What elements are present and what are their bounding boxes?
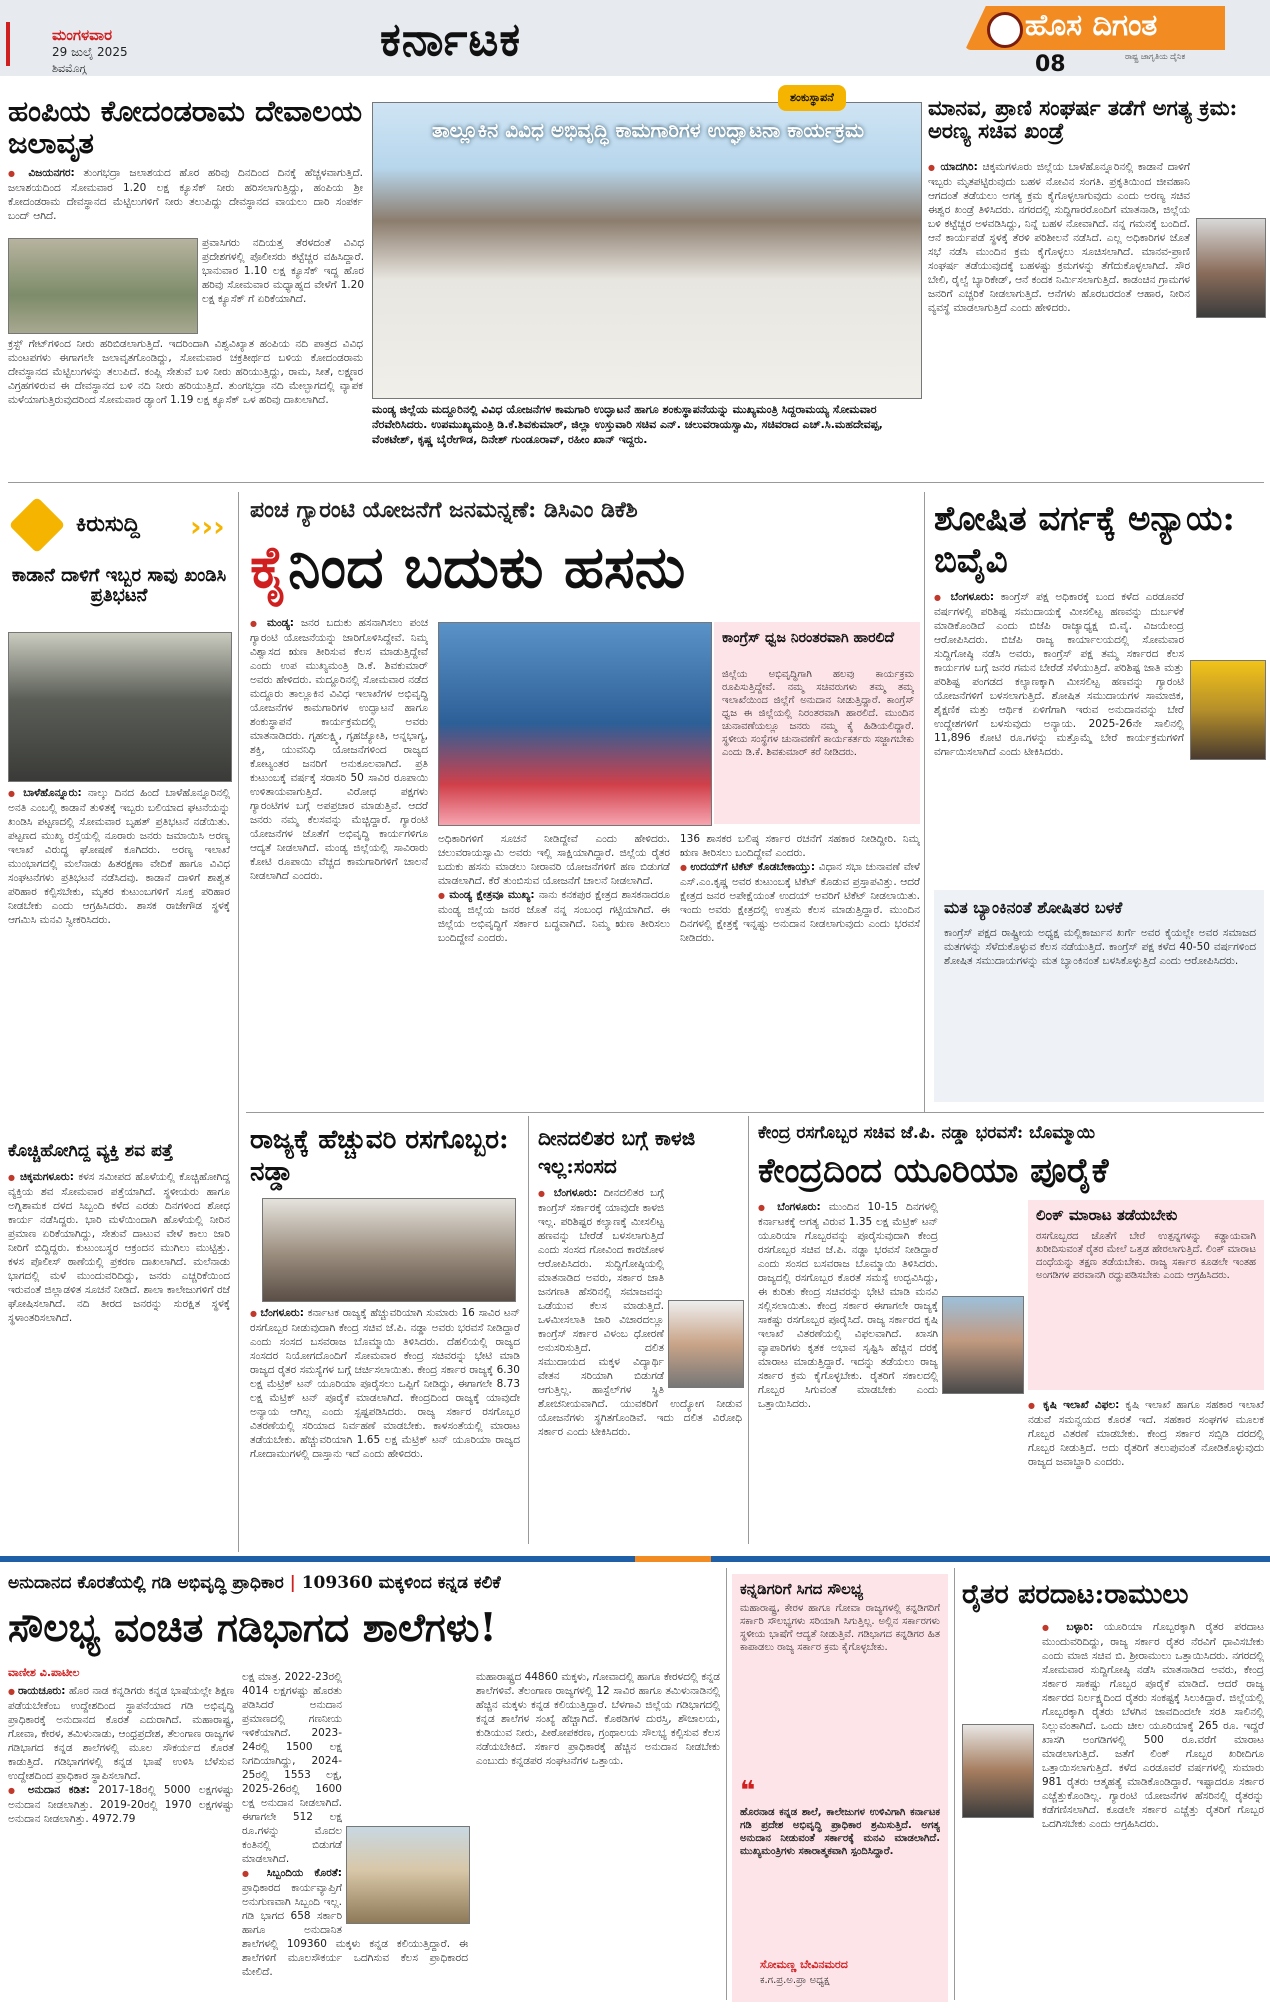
story4-dateline: ● ಬೆಂಗಳೂರು: [250, 1307, 304, 1319]
story5-headline: ದೀನದಲಿತರ ಬಗ್ಗೆ ಕಾಳಜಿ ಇಲ್ಲ:ಸಂಸದ [538, 1126, 696, 1178]
masthead-day: ಮಂಗಳವಾರ [52, 26, 113, 44]
story2-dateline: ● ಯಾದಗಿರಿ: [928, 161, 978, 173]
story6-body2: ಕೃಷಿ ಇಲಾಖೆ ಹಾಗೂ ಸಹಕಾರ ಇಲಾಖೆ ನಡುವೆ ಸಮನ್ವಯದ ಕೊರತೆ ಇದೆ. ಸಹಕಾರ ಸಂಘಗಳ ಮೂಲಕ ಗೊಬ್ಬರ ವಿತರಣೆ ಮಾಡಬೇಕು. ಕೇಂದ್ರ ಸರ್ಕಾರ ಸಬ್ಸಿಡಿ ದರದಲ್ಲಿ ಗೊಬ್ಬರ ನೀಡುತ್ತಿದೆ. ಅದು ರೈತರಿಗೆ ತಲುಪುವಂತೆ ನೋಡಿಕೊಳ್ಳುವುದು ರಾಜ್ಯದ ಜವಾಬ್ದಾರಿ ಎಂದರು. [1028, 1399, 1264, 1468]
story8-body-right: ಮಹಾರಾಷ್ಟ್ರದ 44860 ಮಕ್ಕಳು, ಗೋವಾದಲ್ಲಿ ಹಾಗೂ ಕೇರಳದಲ್ಲಿ ಕನ್ನಡ ಶಾಲೆಗಳಿವೆ. ತೆಲಂಗಾಣ ರಾಜ್ಯಗಳಲ್ಲಿ 12 ಸಾವಿರ ಹಾಗೂ ತಮಿಳುನಾಡಿನಲ್ಲಿ ಹೆಚ್ಚಿನ ಮಕ್ಕಳು ಕನ್ನಡ ಕಲಿಯುತ್ತಿದ್ದಾರೆ. ಬೆಳಗಾವಿ ಜಿಲ್ಲೆಯ ಗಡಿಭಾಗದಲ್ಲಿ ಕನ್ನಡ ಶಾಲೆಗಳ ಸಂಖ್ಯೆ ಹೆಚ್ಚಾಗಿದೆ. ಕೊಠಡಿಗಳ ದುರಸ್ತಿ, ಶೌಚಾಲಯ, ಕುಡಿಯುವ ನೀರು, ಪೀಠೋಪಕರಣ, ಗ್ರಂಥಾಲಯ ಸೌಲಭ್ಯ ಕಲ್ಪಿಸುವ ಕೆಲಸ ನಡೆಯಬೇಕಿದೆ. ಸರ್ಕಾರ ಪ್ರಾಧಿಕಾರಕ್ಕೆ ಹೆಚ್ಚಿನ ಅನುದಾನ ನೀಡಬೇಕು ಎಂಬುದು ಕನ್ನಡಪರ ಸಂಘಟನೆಗಳ ಒತ್ತಾಯ. [476, 1671, 720, 1767]
story2-body-text: ಚಿಕ್ಕಮಗಳೂರು ಜಿಲ್ಲೆಯ ಬಾಳೆಹೊನ್ನೂರಿನಲ್ಲಿ ಕಾಡಾನೆ ದಾಳಿಗೆ ಇಬ್ಬರು ಮೃತಪಟ್ಟಿರುವುದು ಬಹಳ ನೋವಿನ ಸಂಗತಿ. ಪ್ರಕೃತಿಯಿಂದ ಜೀವಹಾನಿ ಆಗದಂತೆ ತಡೆಯಲು ಅಗತ್ಯ ಕ್ರಮ ಕೈಗೊಳ್ಳಲಾಗುವುದು ಎಂದು ಅರಣ್ಯ ಸಚಿವ ಈಶ್ವರ ಖಂಡ್ರೆ ತಿಳಿಸಿದರು. ನಗರದಲ್ಲಿ ಸುದ್ದಿಗಾರರೊಂದಿಗೆ ಮಾತನಾಡಿ, ಜಿಲ್ಲೆಯ ಬಳಿ ಕಟ್ಟೆಚ್ಚರ ಅಳವಡಿಸಿದ್ದು, ನಿನ್ನೆ ಬಹಳ ನೋವಾಗಿದೆ. ನನ್ನ ಗಮನಕ್ಕೆ ಬಂದಿದೆ. ಆನೆ ಕಾರ್ಯಪಡೆ ಸ್ಥಳಕ್ಕೆ ತೆರಳಿ ಪರಿಶೀಲನೆ ನಡೆಸಿದೆ. ಎಲ್ಲ ಅಧಿಕಾರಿಗಳ ಜೊತೆ ಸಭೆ ನಡೆಸಿ ಮುಂದಿನ ಕ್ರಮ ಕೈಗೊಳ್ಳಲು ಸೂಚಿಸಲಾಗಿದೆ. ಮಾನವ-ಪ್ರಾಣಿ ಸಂಘರ್ಷ ತಡೆಯುವುದಕ್ಕೆ ಬಹಳಷ್ಟು ಕ್ರಮಗಳನ್ನು ತೆಗೆದುಕೊಳ್ಳಲಾಗಿದೆ. ಸೌರ ಬೇಲಿ, ರೈಲ್ವೆ ಬ್ಯಾರಿಕೇಡ್, ಆನೆ ಕಂದಕ ನಿರ್ಮಿಸಲಾಗುತ್ತಿದೆ. ಕಾಡಂಚಿನ ಗ್ರಾಮಗಳ ಜನರಿಗೆ ಎಚ್ಚರಿಕೆ ನೀಡಲಾಗುತ್ತಿದೆ. ಆನೆಗಳು ಹೊರಬರದಂತೆ ಆಹಾರ, ನೀರಿನ ವ್ಯವಸ್ಥೆ ಮಾಡಲಾಗುತ್ತಿದೆ ಎಂದು ಹೇಳಿದರು. [928, 161, 1190, 314]
story6-body-sub: ● ಕೃಷಿ ಇಲಾಖೆ ವಿಫಲ: [1028, 1399, 1119, 1411]
lead-kicker: ಪಂಚ ಗ್ಯಾರಂಟಿ ಯೋಜನೆಗೆ ಜನಮನ್ನಣೆ: ಡಿಸಿಎಂ ಡಿಕೆಶಿ [250, 497, 638, 523]
story8-byline: ವಾಣೀಶ ವಿ.ಪಾಟೀಲ [8, 1666, 80, 1679]
lead-body-right-text: 136 ಶಾಸಕರ ಬಲಿಷ್ಠ ಸರ್ಕಾರ ರಚನೆಗೆ ಸಹಕಾರ ನೀಡಿದ್ದೀರಿ. ನಿಮ್ಮ ಋಣ ತೀರಿಸಲು ಬಂದಿದ್ದೇವೆ ಎಂದರು. [680, 833, 920, 859]
story9-dateline: ● ಬಳ್ಳಾರಿ: [1042, 1621, 1093, 1633]
kiru-label: ಕಿರುಸುದ್ದಿ [76, 512, 140, 537]
story8-body [8, 1684, 234, 1996]
story8-body-mid-text: ಲಕ್ಷ ಮಾತ್ರ. 2022-23ರಲ್ಲಿ 4014 ಲಕ್ಷಗಳಷ್ಟು ಹೊರತು ಪಡಿಸಿದರೆ ಅನುದಾನ ಪ್ರಮಾಣದಲ್ಲಿ ಗಣನೀಯ ಇಳಿಕೆಯಾಗಿದೆ. 2023-24ರಲ್ಲಿ 1500 ಲಕ್ಷ ನಿಗದಿಯಾಗಿದ್ದು, 2024-25ರಲ್ಲಿ 1553 ಲಕ್ಷ, 2025-26ರಲ್ಲಿ 1600 ಲಕ್ಷ ಅನುದಾನ ನೀಡಲಾಗಿದೆ. ಈಗಾಗಲೇ 512 ಲಕ್ಷ ರೂ.ಗಳನ್ನು ಮೊದಲ ಕಂತಿನಲ್ಲಿ ಬಿಡುಗಡೆ ಮಾಡಲಾಗಿದೆ. [242, 1671, 342, 1865]
lead-headline [250, 534, 920, 600]
masthead-date: 29 ಜುಲೈ 2025 [52, 45, 128, 59]
lead-body-right-sub: ● ಉದಯ್‌ಗೆ ಟಿಕೆಟ್ ಕೊಡಬೇಕಾಯ್ತು: [680, 861, 815, 873]
story1-body-bottom: ಕ್ರಸ್ಟ್ ಗೇಟ್‌ಗಳಿಂದ ನೀರು ಹರಿಬಿಡಲಾಗುತ್ತಿದೆ. ಇದರಿಂದಾಗಿ ವಿಶ್ವವಿಖ್ಯಾತ ಹಂಪಿಯ ನದಿ ಪಾತ್ರದ ವಿವಿಧ ಮಂಟಪಗಳು ಈಗಾಗಲೇ ಜಲಾವೃತಗೊಂಡಿದ್ದು, ಸೋಮವಾರ ಚಕ್ರತೀರ್ಥದ ಬಳಿಯ ಕೋದಂಡರಾಮ ದೇವಸ್ಥಾನದ ಮೆಟ್ಟಿಲುಗಳನ್ನು ತಲುಪಿದೆ. ಕಂಪ್ಲಿ ಸೇತುವೆ ಬಳಿ ನೀರು ಹರಿಯುತ್ತಿದ್ದು, ರಾಮ, ಸೀತೆ, ಲಕ್ಷ್ಮಣರ ವಿಗ್ರಹಗಳಿರುವ ಈ ದೇವಸ್ಥಾನದ ಬಳಿ ನದಿ ನೀರು ಹರಿಯುತ್ತಿದೆ. ತುಂಗಭದ್ರಾ ನದಿ ಮೇಲ್ಭಾಗದಲ್ಲಿ ವ್ಯಾಪಕ ಮಳೆಯಾಗುತ್ತಿರುವುದರಿಂದ ಸೋಮವಾರ ಡ್ಯಾಂಗೆ 1.19 ಲಕ್ಷ ಕ್ಯೂಸೆಕ್ ಒಳ ಹರಿವು ದಾಖಲಾಗಿದೆ. [8, 338, 363, 406]
story8-body2: 2017-18ರಲ್ಲಿ 5000 ಲಕ್ಷಗಳಷ್ಟು ಅನುದಾನ ನೀಡಲಾಗಿತ್ತು. 2019-20ರಲ್ಲಿ 1970 ಲಕ್ಷಗಳಷ್ಟು ಅನುದಾನ ನೀಡಲಾಗಿತ್ತು. 4972.79 [8, 1784, 234, 1825]
story7-headline: ಕೊಚ್ಚಿಹೋಗಿದ್ದ ವ್ಯಕ್ತಿ ಶವ ಪತ್ತೆ [8, 1141, 173, 1161]
kiru-headline: ಕಾಡಾನೆ ದಾಳಿಗೆ ಇಬ್ಬರ ಸಾವು ಖಂಡಿಸಿ ಪ್ರತಿಭಟನೆ [11, 565, 227, 606]
story8-headline: ಸೌಲಭ್ಯ ವಂಚಿತ ಗಡಿಭಾಗದ ಶಾಲೆಗಳು! [8, 1605, 497, 1651]
main-photo-banner: ತಾಲ್ಲೂಕಿನ ವಿವಿಧ ಅಭಿವೃದ್ಧಿ ಕಾಮಗಾರಿಗಳ ಉದ್ಘಾಟನಾ ಕಾರ್ಯಕ್ರಮ [432, 118, 864, 142]
story6-headline: ಕೇಂದ್ರದಿಂದ ಯೂರಿಯಾ ಪೂರೈಕೆ [758, 1151, 1109, 1191]
story4-meeting-photo [262, 1198, 516, 1302]
story8-body-text: ಹೊರ ನಾಡ ಕನ್ನಡಿಗರು ಕನ್ನಡ ಭಾಷೆಯಲ್ಲೇ ಶಿಕ್ಷಣ ಪಡೆಯಬೇಕೆಂಬ ಉದ್ದೇಶದಿಂದ ಸ್ಥಾಪನೆಯಾದ ಗಡಿ ಅಭಿವೃದ್ಧಿ ಪ್ರಾಧಿಕಾರಕ್ಕೆ ಅನುದಾನದ ಕೊರತೆ ಎದುರಾಗಿದೆ. ಮಹಾರಾಷ್ಟ್ರ, ಗೋವಾ, ಕೇರಳ, ತಮಿಳುನಾಡು, ಆಂಧ್ರಪ್ರದೇಶ, ತೆಲಂಗಾಣ ರಾಜ್ಯಗಳ ಗಡಿಭಾಗದ ಕನ್ನಡ ಶಾಲೆಗಳಲ್ಲಿ ಮೂಲ ಸೌಕರ್ಯದ ಕೊರತೆ ಕಾಡುತ್ತಿದೆ. ಗಡಿಭಾಗಗಳಲ್ಲಿ ಕನ್ನಡ ಭಾಷೆ ಉಳಿಸಿ ಬೆಳೆಸುವ ಉದ್ದೇಶದಿಂದ ಪ್ರಾಧಿಕಾರ ಸ್ಥಾಪಿಸಲಾಗಿದೆ. [8, 1685, 234, 1782]
story2-body [928, 160, 1264, 470]
story7-dateline: ● ಚಿಕ್ಕಮಗಳೂರು: [8, 1171, 74, 1183]
main-photo-tag: ಶಂಕುಸ್ಥಾಪನೆ [778, 85, 846, 111]
lead-body-mid-text: ಅಧಿಕಾರಿಗಳಿಗೆ ಸೂಚನೆ ನೀಡಿದ್ದೇವೆ ಎಂದು ಹೇಳಿದರು. ಚಲುವರಾಯಸ್ವಾಮಿ ಅವರು ಇಲ್ಲಿ ಸಾಕ್ಷಿಯಾಗಿದ್ದಾರೆ. ಜಿಲ್ಲೆಯ ರೈತರ ಬದುಕು ಹಸನು ಮಾಡಲು ನೀರಾವರಿ ಯೋಜನೆಗಳಿಗೆ ಹಣ ಬಿಡುಗಡೆ ಮಾಡಲಾಗಿದೆ. ಕೆರೆ ತುಂಬಿಸುವ ಯೋಜನೆಗೆ ಚಾಲನೆ ನೀಡಲಾಗಿದೆ. [438, 833, 670, 887]
story6-dateline: ● ಬೆಂಗಳೂರು: [758, 1201, 821, 1213]
lead-headline-rest: ನಿಂದ ಬದುಕು ಹಸನು [288, 533, 686, 601]
lead-body-right [680, 832, 920, 1128]
lead-body [250, 616, 428, 1128]
section-title: ಕರ್ನಾಟಕ [380, 12, 522, 66]
story6-body-text: ಮುಂದಿನ 10-15 ದಿನಗಳಲ್ಲಿ ಕರ್ನಾಟಕಕ್ಕೆ ಅಗತ್ಯ ವಿರುವ 1.35 ಲಕ್ಷ ಮೆಟ್ರಿಕ್ ಟನ್ ಯೂರಿಯಾ ಗೊಬ್ಬರವನ್ನು ಪೂರೈಸುವುದಾಗಿ ಕೇಂದ್ರ ರಸಗೊಬ್ಬರ ಸಚಿವ ಜೆ.ಪಿ. ನಡ್ಡಾ ಭರವಸೆ ನೀಡಿದ್ದಾರೆ ಎಂದು ಸಂಸದ ಬಸವರಾಜ ಬೊಮ್ಮಾಯಿ ತಿಳಿಸಿದರು. ರಾಜ್ಯದಲ್ಲಿ ರಸಗೊಬ್ಬರ ಕೊರತೆ ಸಮಸ್ಯೆ ಉದ್ಭವಿಸಿದ್ದು, ಈ ಕುರಿತು ಕೇಂದ್ರ ಸಚಿವರನ್ನು ಭೇಟಿ ಮಾಡಿ ಮನವಿ ಸಲ್ಲಿಸಲಾಯಿತು. ಕೇಂದ್ರ ಸರ್ಕಾರ ಈಗಾಗಲೇ ರಾಜ್ಯಕ್ಕೆ ಸಾಕಷ್ಟು ರಸಗೊಬ್ಬರ ಪೂರೈಸಿದೆ. ರಾಜ್ಯ ಸರ್ಕಾರದ ಕೃಷಿ ಇಲಾಖೆ ವಿತರಣೆಯಲ್ಲಿ ವಿಫಲವಾಗಿದೆ. ಖಾಸಗಿ ವ್ಯಾಪಾರಿಗಳು ಕೃತಕ ಅಭಾವ ಸೃಷ್ಟಿಸಿ ಹೆಚ್ಚಿನ ದರಕ್ಕೆ ಮಾರಾಟ ಮಾಡುತ್ತಿದ್ದಾರೆ. ಇದನ್ನು ತಡೆಯಲು ರಾಜ್ಯ ಸರ್ಕಾರ ಕ್ರಮ ಕೈಗೊಳ್ಳಬೇಕು. ರೈತರಿಗೆ ಸಕಾಲದಲ್ಲಿ ಗೊಬ್ಬರ ಸಿಗುವಂತೆ ಮಾಡಬೇಕು ಎಂದು ಒತ್ತಾಯಿಸಿದರು. [758, 1201, 938, 1410]
story3-dateline: ● ಬೆಂಗಳೂರು: [934, 591, 994, 603]
story3-box-head: ಮತ ಬ್ಯಾಂಕಿನಂತೆ ಶೋಷಿತರ ಬಳಕೆ [944, 898, 1123, 917]
story8-body-mid2: ಪ್ರಾಧಿಕಾರದ ಕಾರ್ಯವ್ಯಾಪ್ತಿಗೆ ಅನುಗುಣವಾಗಿ ಸಿಬ್ಬಂದಿ ಇಲ್ಲ. ಗಡಿ ಭಾಗದ 658 ಸರ್ಕಾರಿ ಹಾಗೂ ಅನುದಾನಿತ ಶಾಲೆಗಳಲ್ಲಿ 109360 ಮಕ್ಕಳು ಕನ್ನಡ ಕಲಿಯುತ್ತಿದ್ದಾರೆ. ಈ ಶಾಲೆಗಳಿಗೆ ಮೂಲಸೌಕರ್ಯ ಒದಗಿಸುವ ಕೆಲಸ ಪ್ರಾಧಿಕಾರದ ಮೇಲಿದೆ. [242, 1882, 468, 1978]
story4-body [250, 1306, 520, 1542]
lead-box-head: ಕಾಂಗ್ರೆಸ್ ಧ್ವಜ ನಿರಂತರವಾಗಿ ಹಾರಲಿದೆ [722, 630, 895, 646]
section-divider-strip [0, 1556, 1270, 1562]
story1-headline: ಹಂಪಿಯ ಕೋದಂಡರಾಮ ದೇವಾಲಯ ಜಲಾವೃತ [8, 94, 363, 160]
story1-body-right: ಪ್ರವಾಸಿಗರು ನದಿಯತ್ತ ತೆರಳದಂತೆ ವಿವಿಧ ಪ್ರದೇಶಗಳಲ್ಲಿ ಪೊಲೀಸರು ಕಟ್ಟೆಚ್ಚರ ವಹಿಸಿದ್ದಾರೆ. ಭಾನುವಾರ 1.10 ಲಕ್ಷ ಕ್ಯೂಸೆಕ್ ಇದ್ದ ಹೊರ ಹರಿವು ಸೋಮವಾರ ಮಧ್ಯಾಹ್ನದ ವೇಳೆಗೆ 1.20 ಲಕ್ಷ ಕ್ಯೂಸೆಕ್ ಗೆ ಏರಿಕೆಯಾಗಿದೆ. [202, 237, 364, 305]
story8-body-sub: ● ಅನುದಾನ ಕಡಿತ: [8, 1784, 90, 1796]
story6-body-continued [1028, 1398, 1264, 1542]
paper-name: ಹೊಸ ದಿಗಂತ [1025, 8, 1158, 43]
lead-body-mid-sub: ● ಮಂಡ್ಯ ಕ್ಷೇತ್ರವೂ ಮುಖ್ಯ: [438, 889, 535, 901]
lead-dkshi-photo [438, 622, 712, 826]
lead-box-body: ಜಿಲ್ಲೆಯ ಅಭಿವೃದ್ಧಿಗಾಗಿ ಹಲವು ಕಾರ್ಯಕ್ರಮ ರೂಪಿಸುತ್ತಿದ್ದೇವೆ. ನಮ್ಮ ಸಚಿವರುಗಳು ತಮ್ಮ ತಮ್ಮ ಇಲಾಖೆಯಿಂದ ಜಿಲ್ಲೆಗೆ ಅನುದಾನ ನೀಡುತ್ತಿದ್ದಾರೆ. ಕಾಂಗ್ರೆಸ್ ಧ್ವಜ ಈ ಜಿಲ್ಲೆಯಲ್ಲಿ ನಿರಂತರವಾಗಿ ಹಾರಲಿದೆ. ಮುಂದಿನ ಚುನಾವಣೆಯಲ್ಲೂ ಜನರು ನಮ್ಮ ಕೈ ಹಿಡಿಯಲಿದ್ದಾರೆ. ಸ್ಥಳೀಯ ಸಂಸ್ಥೆಗಳ ಚುನಾವಣೆಗೆ ಕಾರ್ಯಕರ್ತರು ಸಜ್ಜಾಗಬೇಕು ಎಂದು ಡಿ.ಕೆ. ಶಿವಕುಮಾರ್ ಕರೆ ನೀಡಿದರು. [722, 669, 914, 758]
kiru-label-box [8, 498, 230, 556]
story8-box-head: ಕನ್ನಡಿಗರಿಗೆ ಸಿಗದ ಸೌಲಭ್ಯ [740, 1580, 864, 1598]
page-number: 08 [1035, 52, 1066, 77]
story8-body-mid-sub: ● ಸಿಬ್ಬಂದಿಯ ಕೊರತೆ: [242, 1867, 342, 1879]
story8-kicker [8, 1574, 728, 1593]
story9-body [962, 1620, 1264, 1998]
main-event-photo [372, 102, 922, 399]
story6-box-body: ರಸಗೊಬ್ಬರದ ಜೊತೆಗೆ ಬೇರೆ ಉತ್ಪನ್ನಗಳನ್ನು ಕಡ್ಡಾಯವಾಗಿ ಖರೀದಿಸುವಂತೆ ರೈತರ ಮೇಲೆ ಒತ್ತಡ ಹೇರಲಾಗುತ್ತಿದೆ. ಲಿಂಕ್ ಮಾರಾಟ ದಂಧೆಯನ್ನು ತಕ್ಷಣ ತಡೆಯಬೇಕು. ರಾಜ್ಯ ಸರ್ಕಾರ ಕೂಡಲೇ ಇಂತಹ ಅಂಗಡಿಗಳ ಪರವಾನಗಿ ರದ್ದುಪಡಿಸಬೇಕು ಎಂದು ಆಗ್ರಹಿಸಿದರು. [1036, 1231, 1256, 1281]
story5-dateline: ● ಬೆಂಗಳೂರು: [538, 1187, 597, 1199]
kiru-badge-icon [9, 497, 66, 554]
story8-kicker-sep: | [289, 1573, 296, 1593]
quote-icon: ❝ [740, 1776, 756, 1806]
story1-dateline: ● ವಿಜಯನಗರ: [8, 167, 75, 179]
kiru-protest-photo [8, 632, 232, 782]
story1-lead-text: ತುಂಗಭದ್ರಾ ಜಲಾಶಯದ ಹೊರ ಹರಿವು ದಿನದಿಂದ ದಿನಕ್ಕೆ ಹೆಚ್ಚಳವಾಗುತ್ತಿದೆ. ಜಲಾಶಯದಿಂದ ಸೋಮವಾರ 1.20 ಲಕ್ಷ ಕ್ಯೂಸೆಕ್ ನೀರು ಹರಿಸಲಾಗುತ್ತಿದ್ದು, ಹಂಪಿಯ ಶ್ರೀ ಕೋದಂಡರಾಮ ದೇವಸ್ಥಾನದ ಮೆಟ್ಟಿಲುಗಳಿಗೆ ನೀರು ತಲುಪಿದ್ದು ದೇವಸ್ಥಾನದ ವಾಯಲು ದಾರಿ ಸಂಪರ್ಕ ಬಂದ್ ಆಗಿದೆ. [8, 167, 363, 222]
story8-school-photo [346, 1826, 470, 1924]
kiru-chevron-icon: ››› [190, 510, 225, 543]
story1-temple-photo [8, 238, 198, 334]
story1-body-lead [8, 166, 363, 223]
paper-logo-emblem-icon [987, 12, 1023, 48]
story3-headline: ಶೋಷಿತ ವರ್ಗಕ್ಕೆ ಅನ್ಯಾಯ: ಬಿವೈವಿ [934, 499, 1235, 581]
story9-body-text: ಯೂರಿಯಾ ಗೊಬ್ಬರಕ್ಕಾಗಿ ರೈತರ ಪರದಾಟ ಮುಂದುವರಿದಿದ್ದು, ರಾಜ್ಯ ಸರ್ಕಾರ ರೈತರ ನೆರವಿಗೆ ಧಾವಿಸಬೇಕು ಎಂದು ಮಾಜಿ ಸಚಿವ ಬಿ. ಶ್ರೀರಾಮುಲು ಒತ್ತಾಯಿಸಿದರು. ನಗರದಲ್ಲಿ ಸೋಮವಾರ ಸುದ್ದಿಗೋಷ್ಠಿ ನಡೆಸಿ ಮಾತನಾಡಿದ ಅವರು, ಕೇಂದ್ರ ಸರ್ಕಾರ ಸಾಕಷ್ಟು ಗೊಬ್ಬರ ಪೂರೈಕೆ ಮಾಡಿದೆ. ಆದರೆ ರಾಜ್ಯ ಸರ್ಕಾರದ ನಿರ್ಲಕ್ಷ್ಯದಿಂದ ರೈತರು ಸಂಕಷ್ಟಕ್ಕೆ ಸಿಲುಕಿದ್ದಾರೆ. ಜಿಲ್ಲೆಯಲ್ಲಿ ಗೊಬ್ಬರಕ್ಕಾಗಿ ರೈತರು ಬೆಳಗಿನ ಜಾವದಿಂದಲೇ ಸರತಿ ಸಾಲಿನಲ್ಲಿ ನಿಲ್ಲುವಂತಾಗಿದೆ. ಒಂದು ಚೀಲ ಯೂರಿಯಾಕ್ಕೆ 265 ರೂ. ಇದ್ದರೆ ಖಾಸಗಿ ಅಂಗಡಿಗಳಲ್ಲಿ 500 ರೂ.ವರೆಗೆ ಮಾರಾಟ ಮಾಡಲಾಗುತ್ತಿದೆ. ಜತೆಗೆ ಲಿಂಕ್ ಗೊಬ್ಬರ ಖರೀದಿಗೂ ಒತ್ತಾಯಿಸಲಾಗುತ್ತಿದೆ. ಕಳೆದ ಎರಡೂವರೆ ವರ್ಷಗಳಲ್ಲಿ ಸುಮಾರು 981 ರೈತರು ಆತ್ಮಹತ್ಯೆ ಮಾಡಿಕೊಂಡಿದ್ದಾರೆ. ಇಷ್ಟಾದರೂ ಸರ್ಕಾರ ಎಚ್ಚೆತ್ತುಕೊಂಡಿಲ್ಲ. ಗ್ಯಾರಂಟಿ ಯೋಜನೆಗಳ ಹೆಸರಿನಲ್ಲಿ ರೈತರನ್ನು ಕಡೆಗಣಿಸಲಾಗಿದೆ. ಕೂಡಲೇ ಸರ್ಕಾರ ಎಚ್ಚೆತ್ತು ರೈತರಿಗೆ ಗೊಬ್ಬರ ಒದಗಿಸಬೇಕು ಎಂದು ಆಗ್ರಹಿಸಿದರು. [1042, 1621, 1264, 1830]
paper-logo [965, 6, 1265, 76]
story6-body [758, 1200, 1022, 1542]
story8-kicker2-text: 109360 ಮಕ್ಕಳಿಂದ ಕನ್ನಡ ಕಲಿಕೆ [301, 1573, 501, 1593]
story5-body [538, 1186, 742, 1542]
story8-dateline: ● ರಾಯಚೂರು: [8, 1685, 66, 1697]
story7-body [8, 1170, 230, 1542]
story8-box-quote: ಹೊರನಾಡ ಕನ್ನಡ ಶಾಲೆ, ಕಾಲೇಜುಗಳ ಉಳಿವಿಗಾಗಿ ಕರ್ನಾಟಕ ಗಡಿ ಪ್ರದೇಶ ಅಭಿವೃದ್ಧಿ ಪ್ರಾಧಿಕಾರ ಶ್ರಮಿಸುತ್ತಿದೆ. ಅಗತ್ಯ ಅನುದಾನ ನೀಡುವಂತೆ ಸರ್ಕಾರಕ್ಕೆ ಮನವಿ ಮಾಡಲಾಗಿದೆ. ಮುಖ್ಯಮಂತ್ರಿಗಳು ಸಕಾರಾತ್ಮಕವಾಗಿ ಸ್ಪಂದಿಸಿದ್ದಾರೆ. [740, 1807, 940, 1857]
story7-body-text: ಕಳಸ ಸಮೀಪದ ಹೊಳೆಯಲ್ಲಿ ಕೊಚ್ಚಿಹೋಗಿದ್ದ ವ್ಯಕ್ತಿಯ ಶವ ಸೋಮವಾರ ಪತ್ತೆಯಾಗಿದೆ. ಸ್ಥಳೀಯರು ಹಾಗೂ ಅಗ್ನಿಶಾಮಕ ದಳದ ಸಿಬ್ಬಂದಿ ಕಳೆದ ಎರಡು ದಿನಗಳಿಂದ ಶೋಧ ಕಾರ್ಯ ನಡೆಸಿದ್ದರು. ಭಾರಿ ಮಳೆಯಿಂದಾಗಿ ಹೊಳೆಯಲ್ಲಿ ನೀರಿನ ಪ್ರಮಾಣ ಏರಿಕೆಯಾಗಿದ್ದು, ಸೇತುವೆ ದಾಟುವ ವೇಳೆ ಕಾಲು ಜಾರಿ ನೀರಿಗೆ ಬಿದ್ದಿದ್ದರು. ಕುಟುಂಬಸ್ಥರ ಆಕ್ರಂದನ ಮುಗಿಲು ಮುಟ್ಟಿತ್ತು. ಕಳಸ ಪೊಲೀಸ್ ಠಾಣೆಯಲ್ಲಿ ಪ್ರಕರಣ ದಾಖಲಾಗಿದೆ. ಮಲೆನಾಡು ಭಾಗದಲ್ಲಿ ಮಳೆ ಮುಂದುವರಿದಿದ್ದು, ಜನರು ಎಚ್ಚರಿಕೆಯಿಂದ ಇರುವಂತೆ ಜಿಲ್ಲಾಡಳಿತ ಸೂಚನೆ ನೀಡಿದೆ. ಶಾಲಾ ಕಾಲೇಜುಗಳಿಗೆ ರಜೆ ಘೋಷಿಸಲಾಗಿದೆ. ನದಿ ತೀರದ ಜನರನ್ನು ಸುರಕ್ಷಿತ ಸ್ಥಳಕ್ಕೆ ಸ್ಥಳಾಂತರಿಸಲಾಗಿದೆ. [8, 1171, 230, 1324]
masthead-edition: ಶಿವಮೊಗ್ಗ [52, 62, 87, 75]
lead-dateline: ● ಮಂಡ್ಯ: [250, 617, 294, 629]
story8-kicker-text: ಅನುದಾನದ ಕೊರತೆಯಲ್ಲಿ ಗಡಿ ಅಭಿವೃದ್ಧಿ ಪ್ರಾಧಿಕಾರ [8, 1573, 284, 1593]
story6-kicker: ಕೇಂದ್ರ ರಸಗೊಬ್ಬರ ಸಚಿವ ಜೆ.ಪಿ. ನಡ್ಡಾ ಭರವಸೆ: ಬೊಮ್ಮಾಯಿ [758, 1123, 1095, 1143]
story8-box-sign: ಸೋಮಣ್ಣ ಬೇವಿನಮರದ [760, 1958, 848, 1971]
kiru-body-text: ನಾಲ್ಕು ದಿನದ ಹಿಂದೆ ಬಾಳೆಹೊನ್ನೂರಿನಲ್ಲಿ ಅನತಿ ಎಂಬಲ್ಲಿ ಕಾಡಾನೆ ತುಳಿತಕ್ಕೆ ಇಬ್ಬರು ಬಲಿಯಾದ ಘಟನೆಯನ್ನು ಖಂಡಿಸಿ ಪಟ್ಟಣದಲ್ಲಿ ಸೋಮವಾರ ಬೃಹತ್ ಪ್ರತಿಭಟನೆ ನಡೆಯಿತು. ಪಟ್ಟಣದ ಮುಖ್ಯ ರಸ್ತೆಯಲ್ಲಿ ನೂರಾರು ಜನರು ಜಮಾಯಿಸಿ ಅರಣ್ಯ ಇಲಾಖೆ ವಿರುದ್ಧ ಘೋಷಣೆ ಕೂಗಿದರು. ಅರಣ್ಯ ಇಲಾಖೆ ಮುಂಭಾಗದಲ್ಲಿ ಮಲೆನಾಡು ಹಿತರಕ್ಷಣಾ ವೇದಿಕೆ ಹಾಗೂ ವಿವಿಧ ಸಂಘಟನೆಗಳು ಪ್ರತಿಭಟನೆ ನಡೆಸಿದವು. ಕಾಡಾನೆ ದಾಳಿಗೆ ಶಾಶ್ವತ ಪರಿಹಾರ ಕಲ್ಪಿಸಬೇಕು, ಮೃತರ ಕುಟುಂಬಗಳಿಗೆ ಸೂಕ್ತ ಪರಿಹಾರ ನೀಡಬೇಕು ಎಂದು ಆಗ್ರಹಿಸಿದರು. ಶಾಸಕ ರಾಜೇಗೌಡ ಸ್ಥಳಕ್ಕೆ ಆಗಮಿಸಿ ಮನವಿ ಸ್ವೀಕರಿಸಿದರು. [8, 787, 230, 926]
story9-headline: ರೈತರ ಪರದಾಟ:ರಾಮುಲು [962, 1579, 1189, 1610]
story4-body-text: ಕರ್ನಾಟಕ ರಾಜ್ಯಕ್ಕೆ ಹೆಚ್ಚುವರಿಯಾಗಿ ಸುಮಾರು 16 ಸಾವಿರ ಟನ್ ರಸಗೊಬ್ಬರ ನೀಡುವುದಾಗಿ ಕೇಂದ್ರ ಸಚಿವ ಜೆ.ಪಿ. ನಡ್ಡಾ ಅವರು ಭರವಸೆ ನೀಡಿದ್ದಾರೆ ಎಂದು ಸಂಸದ ಬಸವರಾಜ ಬೊಮ್ಮಾಯಿ ತಿಳಿಸಿದರು. ದೆಹಲಿಯಲ್ಲಿ ರಾಜ್ಯದ ಸಂಸದರ ನಿಯೋಗದೊಂದಿಗೆ ಸೋಮವಾರ ಕೇಂದ್ರ ಸಚಿವರನ್ನು ಭೇಟಿ ಮಾಡಿ ರಾಜ್ಯದ ರೈತರ ಸಮಸ್ಯೆಗಳ ಬಗ್ಗೆ ಚರ್ಚಿಸಲಾಯಿತು. ಕೇಂದ್ರ ಸರ್ಕಾರ ರಾಜ್ಯಕ್ಕೆ 6.30 ಲಕ್ಷ ಮೆಟ್ರಿಕ್ ಟನ್ ಯೂರಿಯಾ ಪೂರೈಸಲು ಒಪ್ಪಿಗೆ ನೀಡಿದ್ದು, ಈಗಾಗಲೇ 8.73 ಲಕ್ಷ ಮೆಟ್ರಿಕ್ ಟನ್ ಪೂರೈಕೆ ಮಾಡಲಾಗಿದೆ. ಕೇಂದ್ರದಿಂದ ರಾಜ್ಯಕ್ಕೆ ಯಾವುದೇ ಅನ್ಯಾಯ ಆಗಿಲ್ಲ ಎಂದು ಸ್ಪಷ್ಟಪಡಿಸಿದರು. ರಾಜ್ಯ ಸರ್ಕಾರ ರಸಗೊಬ್ಬರ ವಿತರಣೆಯಲ್ಲಿ ಸರಿಯಾದ ನಿರ್ವಹಣೆ ಮಾಡಬೇಕು. ಕಾಳಸಂತೆಯಲ್ಲಿ ಮಾರಾಟ ತಡೆಯಬೇಕು. ಹೆಚ್ಚುವರಿಯಾಗಿ 1.65 ಲಕ್ಷ ಮೆಟ್ರಿಕ್ ಟನ್ ಯೂರಿಯಾ ರಾಜ್ಯದ ಗೋದಾಮುಗಳಲ್ಲಿ ದಾಸ್ತಾನು ಇದೆ ಎಂದು ಹೇಳಿದರು. [250, 1307, 520, 1460]
lead-body-mid2: ನಾನು ಕನಕಪುರ ಕ್ಷೇತ್ರದ ಶಾಸಕನಾದರೂ ಮಂಡ್ಯ ಜಿಲ್ಲೆಯ ಜನರ ಜೊತೆ ನನ್ನ ಸಂಬಂಧ ಗಟ್ಟಿಯಾಗಿದೆ. ಈ ಜಿಲ್ಲೆಯ ಅಭಿವೃದ್ಧಿಗೆ ಸರ್ಕಾರ ಬದ್ಧವಾಗಿದೆ. ನಿಮ್ಮ ಋಣ ತೀರಿಸಲು ಬಂದಿದ್ದೇನೆ ಎಂದರು. [438, 889, 670, 944]
story6-box-head: ಲಿಂಕ್ ಮಾರಾಟ ತಡೆಯಬೇಕು [1036, 1206, 1178, 1224]
masthead-red-rule [6, 22, 10, 66]
lead-body-mid [438, 832, 670, 1128]
story8-box-body: ಮಹಾರಾಷ್ಟ್ರ, ಕೇರಳ ಹಾಗೂ ಗೋವಾ ರಾಜ್ಯಗಳಲ್ಲಿ ಕನ್ನಡಿಗರಿಗೆ ಸರ್ಕಾರಿ ಸೌಲಭ್ಯಗಳು ಸರಿಯಾಗಿ ಸಿಗುತ್ತಿಲ್ಲ. ಅಲ್ಲಿನ ಸರ್ಕಾರಗಳು ಸ್ಥಳೀಯ ಭಾಷೆಗೆ ಆದ್ಯತೆ ನೀಡುತ್ತಿವೆ. ಗಡಿಭಾಗದ ಕನ್ನಡಿಗರ ಹಿತ ಕಾಪಾಡಲು ರಾಜ್ಯ ಸರ್ಕಾರ ಕ್ರಮ ಕೈಗೊಳ್ಳಬೇಕು. [740, 1603, 940, 1653]
lead-body-right2: ವಿಧಾನ ಸಭಾ ಚುನಾವಣೆ ವೇಳೆ ಎಸ್.ಎಂ.ಕೃಷ್ಣ ಅವರ ಕುಟುಂಬಕ್ಕೆ ಟಿಕೆಟ್ ಕೊಡುವ ಪ್ರಸ್ತಾಪವಿತ್ತು. ಆದರೆ ಕ್ಷೇತ್ರದ ಜನರ ಅಪೇಕ್ಷೆಯಂತೆ ಉದಯ್ ಅವರಿಗೆ ಟಿಕೆಟ್ ನೀಡಲಾಯಿತು. ಇಂದು ಅವರು ಕ್ಷೇತ್ರದಲ್ಲಿ ಉತ್ತಮ ಕೆಲಸ ಮಾಡುತ್ತಿದ್ದಾರೆ. ಮುಂದಿನ ದಿನಗಳಲ್ಲಿ ಕ್ಷೇತ್ರಕ್ಕೆ ಇನ್ನಷ್ಟು ಅನುದಾನ ನೀಡಲಾಗುವುದು ಎಂದು ಭರವಸೆ ನೀಡಿದರು. [680, 861, 920, 944]
lead-body-text: ಜನರ ಬದುಕು ಹಸನಾಗಿಸಲು ಪಂಚ ಗ್ಯಾರಂಟಿ ಯೋಜನೆಯನ್ನು ಜಾರಿಗೊಳಿಸಿದ್ದೇವೆ. ನಿಮ್ಮ ವಿಶ್ವಾಸದ ಋಣ ತೀರಿಸುವ ಕೆಲಸ ಮಾಡುತ್ತಿದ್ದೇವೆ ಎಂದು ಉಪ ಮುಖ್ಯಮಂತ್ರಿ ಡಿ.ಕೆ. ಶಿವಕುಮಾರ್ ಅವರು ಹೇಳಿದರು. ಮದ್ದೂರಿನಲ್ಲಿ ಸೋಮವಾರ ನಡೆದ ಮದ್ದೂರು ತಾಲ್ಲೂಕಿನ ವಿವಿಧ ಇಲಾಖೆಗಳ ಅಭಿವೃದ್ಧಿ ಯೋಜನೆಗಳ ಕಾಮಗಾರಿಗಳ ಉದ್ಘಾಟನೆ ಹಾಗೂ ಶಂಕುಸ್ಥಾಪನೆ ಕಾರ್ಯಕ್ರಮದಲ್ಲಿ ಅವರು ಮಾತನಾಡಿದರು. ಗೃಹಲಕ್ಷ್ಮಿ, ಗೃಹಜ್ಯೋತಿ, ಅನ್ನಭಾಗ್ಯ, ಶಕ್ತಿ, ಯುವನಿಧಿ ಯೋಜನೆಗಳಿಂದ ರಾಜ್ಯದ ಕೋಟ್ಯಂತರ ಜನರಿಗೆ ಅನುಕೂಲವಾಗಿದೆ. ಪ್ರತಿ ಕುಟುಂಬಕ್ಕೆ ವರ್ಷಕ್ಕೆ ಸರಾಸರಿ 50 ಸಾವಿರ ರೂಪಾಯಿ ಉಳಿತಾಯವಾಗುತ್ತಿದೆ. ವಿರೋಧ ಪಕ್ಷಗಳು ಗ್ಯಾರಂಟಿಗಳ ಬಗ್ಗೆ ಅಪಪ್ರಚಾರ ಮಾಡುತ್ತಿವೆ. ಆದರೆ ಜನರು ನಮ್ಮ ಕೆಲಸವನ್ನು ಮೆಚ್ಚಿದ್ದಾರೆ. ಗ್ಯಾರಂಟಿ ಯೋಜನೆಗಳ ಜೊತೆಗೆ ಅಭಿವೃದ್ಧಿ ಕಾರ್ಯಗಳಿಗೂ ಆದ್ಯತೆ ನೀಡಲಾಗಿದೆ. ಮಂಡ್ಯ ಜಿಲ್ಲೆಯಲ್ಲಿ ಸಾವಿರಾರು ಕೋಟಿ ರೂಪಾಯಿ ವೆಚ್ಚದ ಕಾಮಗಾರಿಗಳಿಗೆ ಚಾಲನೆ ನೀಡಲಾಗಿದೆ ಎಂದರು. [250, 617, 428, 882]
story2-headline: ಮಾನವ, ಪ್ರಾಣಿ ಸಂಘರ್ಷ ತಡೆಗೆ ಅಗತ್ಯ ಕ್ರಮ: ಅರಣ್ಯ ಸಚಿವ ಖಂಡ್ರೆ [928, 95, 1238, 144]
lead-headline-red: ಕೈ [250, 533, 289, 601]
story3-box-body: ಕಾಂಗ್ರೆಸ್ ಪಕ್ಷದ ರಾಷ್ಟ್ರೀಯ ಅಧ್ಯಕ್ಷ ಮಲ್ಲಿಕಾರ್ಜುನ ಖರ್ಗೆ ಅವರ ಕೈಯಲ್ಲೇ ಅವರ ಸಮಾಜದ ಮತಗಳನ್ನು ಸೆಳೆದುಕೊಳ್ಳುವ ಕೆಲಸ ನಡೆಯುತ್ತಿದೆ. ಕಾಂಗ್ರೆಸ್ ಪಕ್ಷ ಕಳೆದ 40-50 ವರ್ಷಗಳಿಂದ ಶೋಷಿತ ಸಮುದಾಯಗಳನ್ನು ಮತ ಬ್ಯಾಂಕಿನಂತೆ ಬಳಸಿಕೊಳ್ಳುತ್ತಿದೆ ಎಂದು ಆರೋಪಿಸಿದರು. [944, 927, 1256, 967]
kiru-body [8, 786, 230, 1136]
story8-box-sign-role: ಕ.ಗ.ಪ್ರ.ಅ.ಪ್ರಾ ಅಧ್ಯಕ್ಷ [760, 1975, 830, 1986]
story3-body-text: ಕಾಂಗ್ರೆಸ್ ಪಕ್ಷ ಅಧಿಕಾರಕ್ಕೆ ಬಂದ ಕಳೆದ ಎರಡೂವರೆ ವರ್ಷಗಳಲ್ಲಿ ಪರಿಶಿಷ್ಟ ಸಮುದಾಯಕ್ಕೆ ಮೀಸಲಿಟ್ಟ ಹಣವನ್ನು ದುರ್ಬಳಕೆ ಮಾಡಿಕೊಂಡಿದೆ ಎಂದು ಬಿಜೆಪಿ ರಾಜ್ಯಾಧ್ಯಕ್ಷ ಬಿ.ವೈ. ವಿಜಯೇಂದ್ರ ಆರೋಪಿಸಿದರು. ಬಿಜೆಪಿ ರಾಜ್ಯ ಕಾರ್ಯಾಲಯದಲ್ಲಿ ಸೋಮವಾರ ಸುದ್ದಿಗೋಷ್ಠಿ ನಡೆಸಿ ಅವರು, ಕಾಂಗ್ರೆಸ್ ಪಕ್ಷ ತಮ್ಮ ಸರ್ಕಾರದ ಕೆಲಸ ಕಾರ್ಯಗಳ ಬಗ್ಗೆ ಜನರ ಗಮನ ಬೇರೆಡೆ ಸೆಳೆಯುತ್ತಿದೆ. ಪರಿಶಿಷ್ಟ ಜಾತಿ ಮತ್ತು ಪರಿಶಿಷ್ಟ ಪಂಗಡದ ಕಲ್ಯಾಣಕ್ಕಾಗಿ ಮೀಸಲಿಟ್ಟ ಹಣವನ್ನು ಗ್ಯಾರಂಟಿ ಯೋಜನೆಗಳಿಗೆ ಬಳಸಲಾಗುತ್ತಿದೆ. ಶೋಷಿತ ಸಮುದಾಯಗಳ ಸಾಮಾಜಿಕ, ಶೈಕ್ಷಣಿಕ ಮತ್ತು ಆರ್ಥಿಕ ಏಳಿಗೆಗಾಗಿ ಇರುವ ಅನುದಾನವನ್ನು ಬೇರೆ ಉದ್ದೇಶಗಳಿಗೆ ಬಳಸುವುದು ಅನ್ಯಾಯ. 2025-26ನೇ ಸಾಲಿನಲ್ಲಿ 11,896 ಕೋಟಿ ರೂ.ಗಳನ್ನು ಮತ್ತೊಮ್ಮೆ ಬೇರೆ ಕಾರ್ಯಕ್ರಮಗಳಿಗೆ ವರ್ಗಾಯಿಸಲಾಗಿದೆ ಎಂದು ಟೀಕಿಸಿದರು. [934, 591, 1184, 758]
story3-body [934, 590, 1264, 880]
story4-headline: ರಾಜ್ಯಕ್ಕೆ ಹೆಚ್ಚುವರಿ ರಸಗೊಬ್ಬರ: ನಡ್ಡಾ [250, 1125, 509, 1187]
paper-tagline: ರಾಷ್ಟ್ರ ಜಾಗೃತಿಯ ದೈನಿಕ [1125, 52, 1186, 61]
kiru-dateline: ● ಬಾಳೆಹೊನ್ನೂರು: [8, 787, 82, 799]
main-photo-caption: ಮಂಡ್ಯ ಜಿಲ್ಲೆಯ ಮದ್ದೂರಿನಲ್ಲಿ ವಿವಿಧ ಯೋಜನೆಗಳ ಕಾಮಗಾರಿ ಉದ್ಘಾಟನೆ ಹಾಗೂ ಶಂಕುಸ್ಥಾಪನೆಯನ್ನು ಮುಖ್ಯಮಂತ್ರಿ ಸಿದ್ದರಾಮಯ್ಯ ಸೋಮವಾರ ನೆರವೇರಿಸಿದರು. ಉಪಮುಖ್ಯಮಂತ್ರಿ ಡಿ.ಕೆ.ಶಿವಕುಮಾರ್, ಜಿಲ್ಲಾ ಉಸ್ತುವಾರಿ ಸಚಿವ ಎನ್. ಚಲುವರಾಯಸ್ವಾಮಿ, ಸಚಿವರಾದ ಎಚ್.ಸಿ.ಮಹದೇವಪ್ಪ, ವೆಂಕಟೇಶ್, ಕೃಷ್ಣ ಬೈರೇಗೌಡ, ದಿನೇಶ್ ಗುಂಡೂರಾವ್, ರಹೀಂ ಖಾನ್ ಇದ್ದರು. [372, 403, 883, 446]
story5-body-text: ದೀನದಲಿತರ ಬಗ್ಗೆ ಕಾಂಗ್ರೆಸ್ ಸರ್ಕಾರಕ್ಕೆ ಯಾವುದೇ ಕಾಳಜಿ ಇಲ್ಲ. ಪರಿಶಿಷ್ಟರ ಕಲ್ಯಾಣಕ್ಕೆ ಮೀಸಲಿಟ್ಟ ಹಣವನ್ನು ಬೇರೆಡೆ ಬಳಸಲಾಗುತ್ತಿದೆ ಎಂದು ಸಂಸದ ಗೋವಿಂದ ಕಾರಜೋಳ ಆರೋಪಿಸಿದರು. ಸುದ್ದಿಗೋಷ್ಠಿಯಲ್ಲಿ ಮಾತನಾಡಿದ ಅವರು, ಸರ್ಕಾರ ಜಾತಿ ಜನಗಣತಿ ಹೆಸರಿನಲ್ಲಿ ಸಮಾಜವನ್ನು ಒಡೆಯುವ ಕೆಲಸ ಮಾಡುತ್ತಿದೆ. ಒಳಮೀಸಲಾತಿ ಜಾರಿ ವಿಚಾರದಲ್ಲೂ ಕಾಂಗ್ರೆಸ್ ಸರ್ಕಾರ ವಿಳಂಬ ಧೋರಣೆ ಅನುಸರಿಸುತ್ತಿದೆ. ದಲಿತ ಸಮುದಾಯದ ಮಕ್ಕಳ ವಿದ್ಯಾರ್ಥಿ ವೇತನ ಸರಿಯಾಗಿ ಬಿಡುಗಡೆ ಆಗುತ್ತಿಲ್ಲ. ಹಾಸ್ಟೆಲ್‌ಗಳ ಸ್ಥಿತಿ ಶೋಚನೀಯವಾಗಿದೆ. ಯುವಕರಿಗೆ ಉದ್ಯೋಗ ನೀಡುವ ಯೋಜನೆಗಳು ಸ್ಥಗಿತಗೊಂಡಿವೆ. ಇದು ದಲಿತ ವಿರೋಧಿ ಸರ್ಕಾರ ಎಂದು ಟೀಕಿಸಿದರು. [538, 1187, 742, 1438]
